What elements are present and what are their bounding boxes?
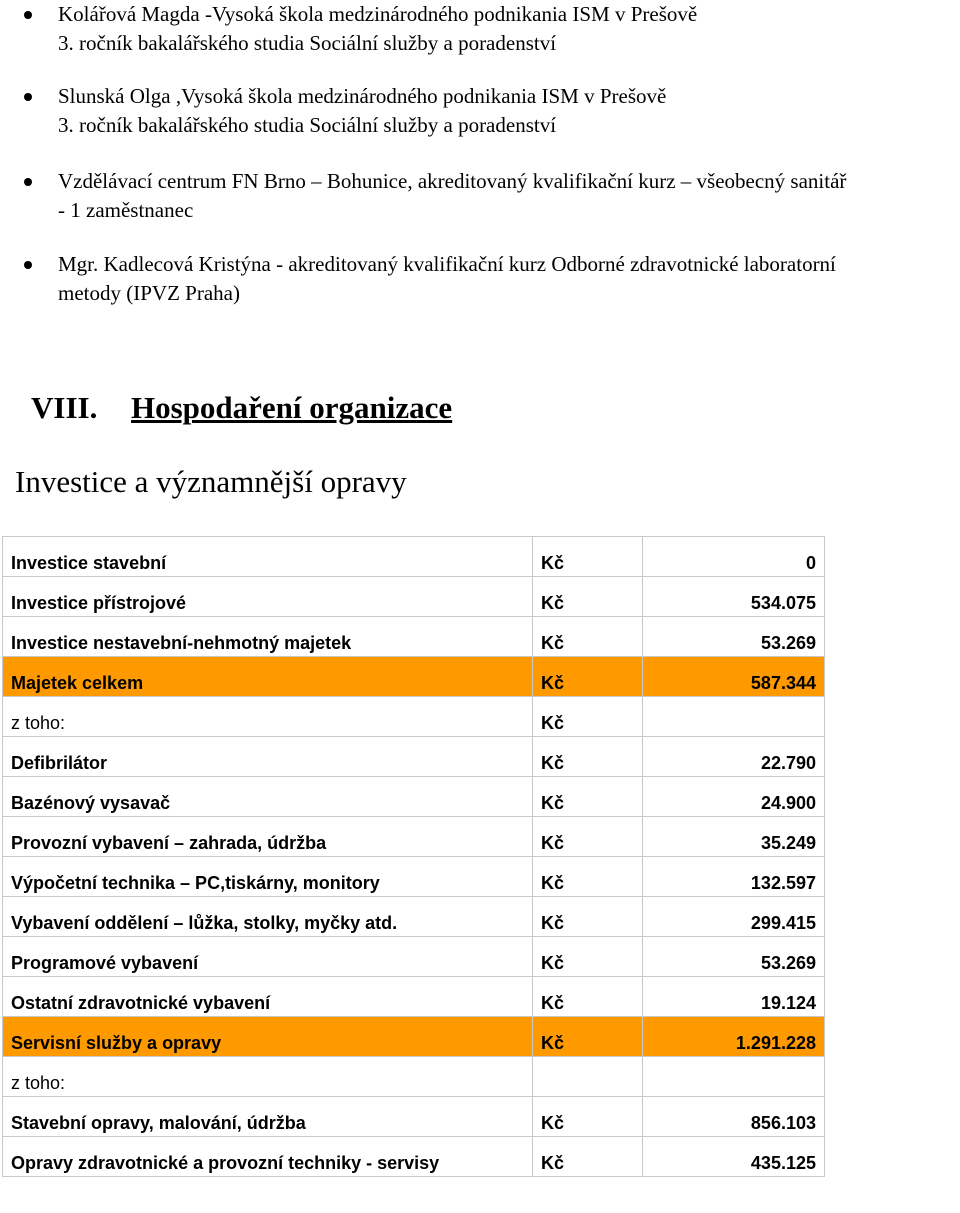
- row-currency: Kč: [533, 617, 643, 657]
- row-label: Investice stavební: [3, 537, 533, 577]
- row-value: 1.291.228: [643, 1017, 825, 1057]
- investment-table: [2, 536, 825, 1177]
- table-row: [3, 617, 825, 657]
- row-label: z toho:: [3, 697, 533, 737]
- row-currency: Kč: [533, 697, 643, 737]
- table-row: [3, 537, 825, 577]
- row-currency: Kč: [533, 977, 643, 1017]
- row-value: 19.124: [643, 977, 825, 1017]
- row-value: 0: [643, 537, 825, 577]
- list-item-text: Slunská Olga ,Vysoká škola medzinárodného podnikania ISM v Prešově 3. ročník bakalářského studia Sociální služby a poradenství: [58, 84, 667, 137]
- row-value: 856.103: [643, 1097, 825, 1137]
- row-currency: Kč: [533, 1097, 643, 1137]
- section-title: Hospodaření organizace: [131, 390, 453, 425]
- row-value: 299.415: [643, 897, 825, 937]
- row-currency: Kč: [533, 897, 643, 937]
- list-item-text: Kolářová Magda -Vysoká škola medzinárodného podnikania ISM v Prešově 3. ročník bakalářského studia Sociální služby a poradenství: [58, 2, 698, 55]
- row-value: [643, 1057, 825, 1097]
- bullet-dot-icon: [24, 178, 32, 186]
- table-row: [3, 697, 825, 737]
- bullet-dot-icon: [24, 11, 32, 19]
- table-row: [3, 977, 825, 1017]
- table-row: [3, 1057, 825, 1097]
- section-heading: [31, 384, 452, 432]
- row-value: 53.269: [643, 937, 825, 977]
- table-row: [3, 897, 825, 937]
- row-value: 435.125: [643, 1137, 825, 1177]
- row-label: Bazénový vysavač: [3, 777, 533, 817]
- row-currency: Kč: [533, 857, 643, 897]
- row-value: 35.249: [643, 817, 825, 857]
- table-row: [3, 937, 825, 977]
- row-label: Servisní služby a opravy: [3, 1017, 533, 1057]
- bullet-dot-icon: [24, 93, 32, 101]
- table-row: [3, 777, 825, 817]
- section-number: VIII.: [31, 390, 98, 425]
- table-row: [3, 737, 825, 777]
- row-label: Ostatní zdravotnické vybavení: [3, 977, 533, 1017]
- table-row: [3, 1137, 825, 1177]
- row-value: 587.344: [643, 657, 825, 697]
- row-label: Investice přístrojové: [3, 577, 533, 617]
- row-label: Vybavení oddělení – lůžka, stolky, myčky atd.: [3, 897, 533, 937]
- row-currency: Kč: [533, 777, 643, 817]
- row-label: Výpočetní technika – PC,tiskárny, monitory: [3, 857, 533, 897]
- list-item-text: Vzdělávací centrum FN Brno – Bohunice, akreditovaný kvalifikační kurz – všeobecný sanitář - 1 zaměstnanec: [58, 169, 847, 222]
- table-row: [3, 817, 825, 857]
- investment-table-body: [3, 537, 825, 1177]
- row-value: 53.269: [643, 617, 825, 657]
- table-row: [3, 577, 825, 617]
- table-row: [3, 857, 825, 897]
- row-value: 22.790: [643, 737, 825, 777]
- row-currency: Kč: [533, 537, 643, 577]
- row-value: [643, 697, 825, 737]
- row-label: z toho:: [3, 1057, 533, 1097]
- row-currency: Kč: [533, 737, 643, 777]
- row-currency: Kč: [533, 817, 643, 857]
- row-value: 24.900: [643, 777, 825, 817]
- row-currency: Kč: [533, 577, 643, 617]
- row-currency: Kč: [533, 1017, 643, 1057]
- row-value: 132.597: [643, 857, 825, 897]
- table-row: [3, 1097, 825, 1137]
- row-label: Programové vybavení: [3, 937, 533, 977]
- bullet-dot-icon: [24, 261, 32, 269]
- row-label: Stavební opravy, malování, údržba: [3, 1097, 533, 1137]
- row-currency: Kč: [533, 657, 643, 697]
- row-currency: [533, 1057, 643, 1097]
- table-row: [3, 1017, 825, 1057]
- section-subtitle: Investice a významnější opravy: [15, 464, 407, 499]
- row-value: 534.075: [643, 577, 825, 617]
- row-currency: Kč: [533, 1137, 643, 1177]
- row-label: Defibrilátor: [3, 737, 533, 777]
- list-item-text: Mgr. Kadlecová Kristýna - akreditovaný kvalifikační kurz Odborné zdravotnické laboratorní metody (IPVZ Praha): [58, 252, 836, 305]
- row-label: Opravy zdravotnické a provozní techniky - servisy: [3, 1137, 533, 1177]
- row-label: Investice nestavební-nehmotný majetek: [3, 617, 533, 657]
- row-currency: Kč: [533, 937, 643, 977]
- row-label: Majetek celkem: [3, 657, 533, 697]
- table-row: [3, 657, 825, 697]
- row-label: Provozní vybavení – zahrada, údržba: [3, 817, 533, 857]
